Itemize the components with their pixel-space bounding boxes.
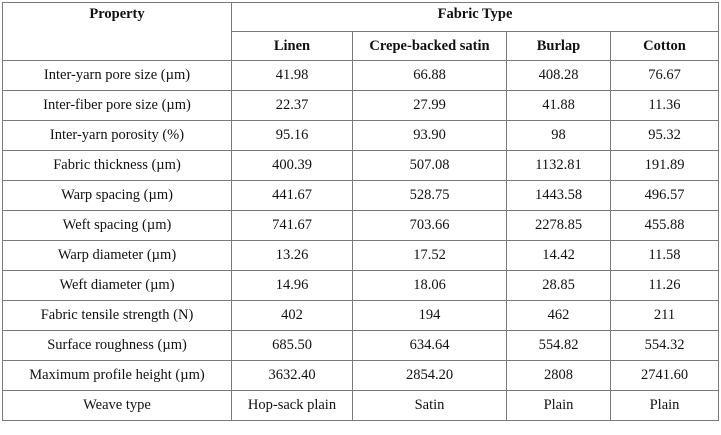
value-cell: 2741.60: [611, 361, 719, 391]
value-cell: 554.82: [507, 331, 611, 361]
value-cell: 27.99: [353, 91, 507, 121]
column-header-cotton: Cotton: [611, 32, 719, 61]
value-cell: 194: [353, 301, 507, 331]
value-cell: 1443.58: [507, 181, 611, 211]
column-header-crepe-backed-satin: Crepe-backed satin: [353, 32, 507, 61]
table-row: [3, 331, 719, 361]
property-cell: Weft diameter (µm): [3, 271, 232, 301]
fabric-properties-table-container: [2, 2, 719, 421]
value-cell: 507.08: [353, 151, 507, 181]
table-row: [3, 301, 719, 331]
column-header-burlap: Burlap: [507, 32, 611, 61]
property-cell: Warp diameter (µm): [3, 241, 232, 271]
value-cell: 66.88: [353, 61, 507, 91]
property-cell: Inter-yarn pore size (µm): [3, 61, 232, 91]
table-row: [3, 271, 719, 301]
property-cell: Warp spacing (µm): [3, 181, 232, 211]
value-cell: 2278.85: [507, 211, 611, 241]
table-row: [3, 151, 719, 181]
value-cell: Satin: [353, 391, 507, 421]
property-cell: Inter-fiber pore size (µm): [3, 91, 232, 121]
table-row: [3, 121, 719, 151]
property-header: Property: [3, 3, 232, 61]
value-cell: Hop-sack plain: [232, 391, 353, 421]
table-row: [3, 211, 719, 241]
table-row: [3, 241, 719, 271]
value-cell: 441.67: [232, 181, 353, 211]
value-cell: 98: [507, 121, 611, 151]
value-cell: 41.98: [232, 61, 353, 91]
value-cell: 18.06: [353, 271, 507, 301]
value-cell: 95.16: [232, 121, 353, 151]
value-cell: 14.96: [232, 271, 353, 301]
value-cell: 455.88: [611, 211, 719, 241]
value-cell: 741.67: [232, 211, 353, 241]
value-cell: 2854.20: [353, 361, 507, 391]
value-cell: 191.89: [611, 151, 719, 181]
value-cell: 3632.40: [232, 361, 353, 391]
value-cell: 11.58: [611, 241, 719, 271]
value-cell: Plain: [611, 391, 719, 421]
fabric-type-header: Fabric Type: [232, 3, 719, 32]
property-cell: Surface roughness (µm): [3, 331, 232, 361]
value-cell: 95.32: [611, 121, 719, 151]
value-cell: 634.64: [353, 331, 507, 361]
value-cell: 13.26: [232, 241, 353, 271]
fabric-properties-table: [2, 2, 719, 421]
property-cell: Fabric tensile strength (N): [3, 301, 232, 331]
value-cell: 400.39: [232, 151, 353, 181]
value-cell: 17.52: [353, 241, 507, 271]
value-cell: 211: [611, 301, 719, 331]
property-cell: Maximum profile height (µm): [3, 361, 232, 391]
value-cell: 11.36: [611, 91, 719, 121]
value-cell: 554.32: [611, 331, 719, 361]
value-cell: 703.66: [353, 211, 507, 241]
value-cell: 22.37: [232, 91, 353, 121]
table-body: [3, 61, 719, 421]
table-row: [3, 361, 719, 391]
column-header-linen: Linen: [232, 32, 353, 61]
value-cell: 76.67: [611, 61, 719, 91]
value-cell: 14.42: [507, 241, 611, 271]
table-row: [3, 181, 719, 211]
property-cell: Inter-yarn porosity (%): [3, 121, 232, 151]
value-cell: 1132.81: [507, 151, 611, 181]
value-cell: 41.88: [507, 91, 611, 121]
property-cell: Weave type: [3, 391, 232, 421]
value-cell: 28.85: [507, 271, 611, 301]
value-cell: 93.90: [353, 121, 507, 151]
header-row-top: [3, 3, 719, 32]
value-cell: Plain: [507, 391, 611, 421]
value-cell: 528.75: [353, 181, 507, 211]
value-cell: 11.26: [611, 271, 719, 301]
value-cell: 2808: [507, 361, 611, 391]
property-cell: Fabric thickness (µm): [3, 151, 232, 181]
value-cell: 496.57: [611, 181, 719, 211]
value-cell: 408.28: [507, 61, 611, 91]
value-cell: 402: [232, 301, 353, 331]
value-cell: 685.50: [232, 331, 353, 361]
value-cell: 462: [507, 301, 611, 331]
table-row: [3, 61, 719, 91]
table-row: [3, 91, 719, 121]
table-row: [3, 391, 719, 421]
property-cell: Weft spacing (µm): [3, 211, 232, 241]
